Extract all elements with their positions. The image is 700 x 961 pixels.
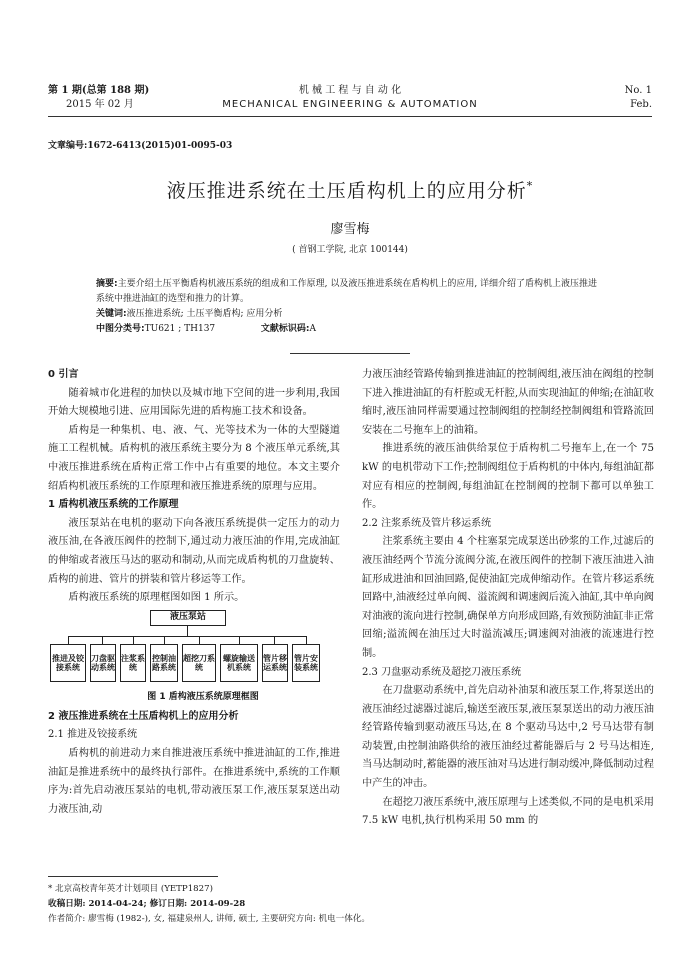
branch-line bbox=[102, 636, 103, 644]
doc-code-label: 文献标识码: bbox=[260, 324, 310, 334]
subsection-heading-2-1: 2.1 推进及铰接系统 bbox=[48, 729, 138, 741]
paper-title bbox=[0, 176, 700, 203]
bus-line bbox=[68, 636, 306, 637]
paragraph: 盾构机的前进动力来自推进液压系统中推进油缸的工作,推进油缸是推进系统中的最终执行部件。在推进系统中,系统的工作顺序为:首先启动液压泵站的电机,带动液压泵工作,液压泵泵送出动力液压油,动 bbox=[48, 747, 340, 815]
abstract-text: 主要介绍土压平衡盾构机液压系统的组成和工作原理, 以及液压推进系统在盾构机上的应用, 详细介绍了盾构机上液压推进系统中推进油缸的选型和推力的计算。 bbox=[96, 279, 598, 304]
abstract-rule bbox=[290, 353, 410, 354]
abstract bbox=[96, 277, 606, 307]
subsection-heading-2-3: 2.3 刀盘驱动系统及超挖刀液压系统 bbox=[362, 666, 522, 678]
paper-title-text: 液压推进系统在土压盾构机上的应用分析 bbox=[166, 180, 527, 202]
section-heading-0: 0 引言 bbox=[48, 369, 79, 380]
journal-name-cn: 机 械 工 程 与 自 动 化 bbox=[298, 85, 402, 96]
subsystem-box: 超挖刀系统 bbox=[182, 644, 216, 682]
subsystem-box: 注浆系统 bbox=[120, 644, 146, 682]
funding-note: * 北京高校青年英才计划项目 (YETP1827) bbox=[48, 884, 213, 894]
footnote-rule bbox=[48, 876, 218, 877]
journal-name bbox=[200, 84, 500, 112]
article-number: 文章编号:1672-6413(2015)01-0095-03 bbox=[48, 141, 233, 151]
paragraph: 随着城市化进程的加快以及城市地下空间的进一步利用,我国开始大规模地引进、应用国际先进的盾构施工技术和设备。 bbox=[48, 387, 340, 418]
branch-line bbox=[239, 636, 240, 644]
branch-line bbox=[199, 636, 200, 644]
figure-caption: 图 1 盾构液压系统原理框图 bbox=[147, 691, 259, 702]
issue-month-en: Feb. bbox=[630, 99, 652, 110]
trunk-line bbox=[187, 626, 188, 636]
clc-value: TU621 ; TH137 bbox=[144, 324, 216, 334]
subsystem-box: 推进及铰接系统 bbox=[50, 644, 86, 682]
issue-date: 2015 年 02 月 bbox=[66, 99, 134, 110]
branch-line bbox=[164, 636, 165, 644]
right-column bbox=[362, 366, 654, 831]
keywords-label: 关键词: bbox=[96, 309, 127, 319]
keywords-text: 液压推进系统; 土压平衡盾构; 应用分析 bbox=[126, 309, 283, 319]
abstract-block bbox=[96, 277, 606, 337]
journal-issue-info bbox=[48, 84, 149, 112]
paragraph: 盾构是一种集机、电、液、气、光等技术为一体的大型隧道施工工程机械。盾构机的液压系统主要分为 8 个液压单元系统,其中液压推进系统在盾构正常工作中占有重要的地位。本文主要介绍盾构机液压系统的工作原理和液压推进系统的原理与应用。 bbox=[48, 424, 340, 492]
doc-code-value: A bbox=[309, 324, 317, 334]
branch-line bbox=[68, 636, 69, 644]
author: 廖雪梅 bbox=[330, 222, 370, 237]
subsystem-box: 刀盘驱动系统 bbox=[90, 644, 116, 682]
paragraph: 力液压油经管路传输到推进油缸的控制阀组,液压油在阀组的控制下进入推进油缸的有杆腔或无杆腔,从而实现油缸的伸缩;在油缸收缩时,液压油同样需要通过控制阀组的控制经控制阀组和管路流回安装在二号拖车上的油箱。 bbox=[362, 369, 654, 436]
journal-issue-en bbox=[625, 84, 652, 112]
issue-number: 第 1 期(总第 188 期) bbox=[48, 85, 150, 96]
paragraph: 在超挖刀液压系统中,液压原理与上述类似,不同的是电机采用 7.5 kW 电机,执行机构采用 50 mm 的 bbox=[362, 796, 654, 827]
abstract-label: 摘要: bbox=[96, 279, 118, 289]
left-column bbox=[48, 366, 340, 819]
affiliation: ( 首钢工学院, 北京 100144) bbox=[292, 245, 408, 255]
section-heading-2: 2 液压推进系统在土压盾构机上的应用分析 bbox=[48, 710, 239, 722]
paragraph: 盾构液压系统的原理框图如图 1 所示。 bbox=[68, 592, 245, 604]
figure-1-diagram bbox=[48, 608, 340, 708]
header-rule bbox=[48, 116, 652, 117]
pump-station-box: 液压泵站 bbox=[150, 610, 226, 626]
paragraph: 推进系统的液压油供给泵位于盾构机二号拖车上,在一个 75 kW 的电机带动下工作;控制阀组位于盾构机的中体内,每组油缸都对应有相应的控制阀,每组油缸在控制阀的控制下都可以单独工作。 bbox=[362, 443, 654, 511]
paragraph: 液压泵站在电机的驱动下向各液压系统提供一定压力的动力液压油,在各液压阀件的控制下,通过动力液压油的作用,完成油缸的伸缩或者液压马达的驱动和制动,从而完成盾构机的刀盘旋转、盾构的前进、管片的拼装和管片移运等工作。 bbox=[48, 517, 340, 585]
author-bio: 作者简介: 廖雪梅 (1982-), 女, 福建泉州人, 讲师, 硕士, 主要研究方向: 机电一体化。 bbox=[48, 914, 371, 924]
journal-name-en: MECHANICAL ENGINEERING & AUTOMATION bbox=[222, 99, 478, 110]
footnotes bbox=[48, 882, 652, 927]
subsystem-box: 管片安装系统 bbox=[292, 644, 320, 682]
keywords bbox=[96, 307, 606, 322]
subsystem-box: 管片移运系统 bbox=[262, 644, 288, 682]
subsection-heading-2-2: 2.2 注浆系统及管片移运系统 bbox=[362, 517, 492, 529]
paragraph: 注浆系统主要由 4 个柱塞泵完成泵送出砂浆的工作,过滤后的液压油经两个节流分流阀分流,在液压阀件的控制下液压油进入油缸形成进油和回油回路,促使油缸完成伸缩动作。在管片移运系统回路中,油液经过单向阀、溢流阀和调速阀后流入油缸,其中单向阀对油液的流向进行控制,确保单方向形成回路,有效预防油缸非正常回缩;溢流阀在油压过大时溢流减压;调速阀对油液的流速进行控制。 bbox=[362, 536, 654, 659]
subsystem-box: 螺旋输送机系统 bbox=[220, 644, 258, 682]
clc-label: 中图分类号: bbox=[96, 324, 145, 334]
branch-line bbox=[133, 636, 134, 644]
paragraph: 在刀盘驱动系统中,首先启动补油泵和液压泵工作,将泵送出的液压油经过滤器过滤后,输送至液压泵,液压泵泵送出的动力液压油经管路传输到驱动液压马达,在 8 个驱动马达中,2 号马达带有制动装置,由控制油路供给的液压油经过蓄能器后与 2 号马达相连,当马达制动时,蓄能器的液压油对马达进行制动缓冲,降低制动过程中产生的冲击。 bbox=[362, 685, 654, 790]
branch-line bbox=[306, 636, 307, 644]
subsystem-box: 控制油路系统 bbox=[150, 644, 178, 682]
section-heading-1: 1 盾构机液压系统的工作原理 bbox=[48, 499, 179, 511]
issue-no-en: No. 1 bbox=[624, 85, 652, 96]
title-footnote-mark: * bbox=[526, 179, 534, 193]
classification bbox=[96, 322, 606, 337]
received-dates: 收稿日期: 2014-04-24; 修订日期: 2014-09-28 bbox=[48, 899, 246, 909]
branch-line bbox=[274, 636, 275, 644]
